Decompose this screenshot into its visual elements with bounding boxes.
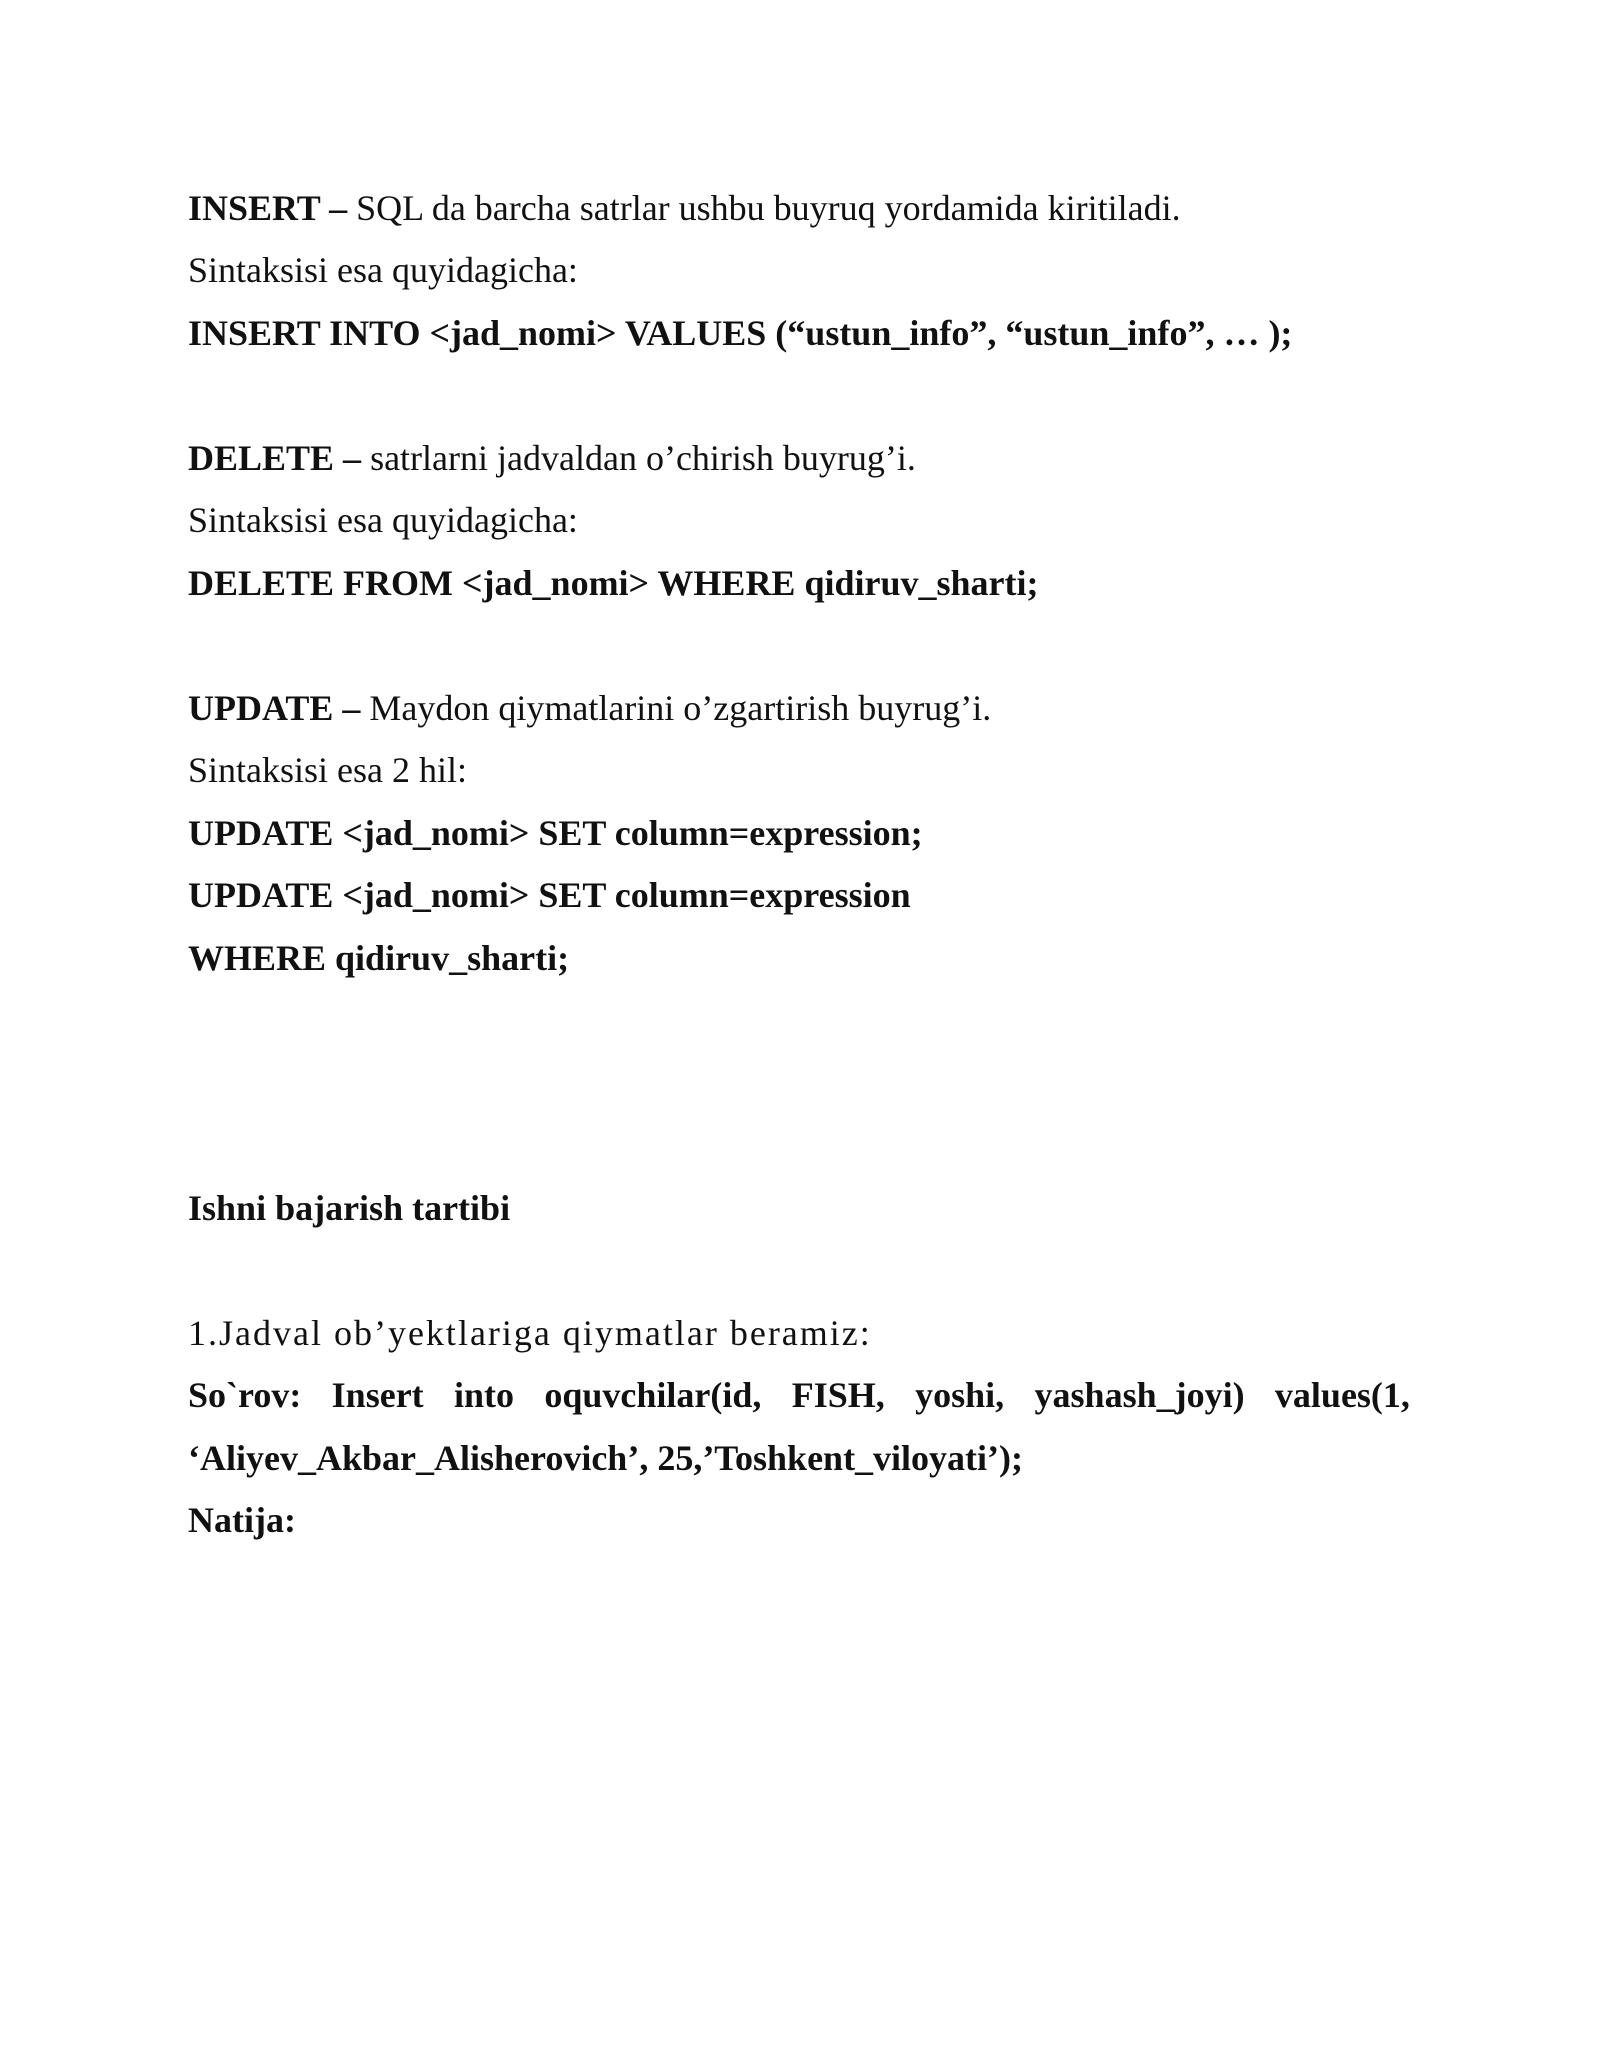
insert-definition bbox=[188, 186, 1181, 230]
insert-term: INSERT – bbox=[188, 188, 348, 228]
update-syntax-2: UPDATE <jad_nomi> SET column=expression bbox=[188, 875, 911, 915]
procedure-step-1: 1.Jadval ob’yektlariga qiymatlar beramiz: bbox=[188, 1313, 872, 1353]
query-word: yoshi, bbox=[915, 1375, 1005, 1415]
update-definition bbox=[188, 686, 991, 730]
insert-syntax: INSERT INTO <jad_nomi> VALUES (“ustun_info”, “ustun_info”, … ); bbox=[188, 313, 1293, 353]
update-syntax-1: UPDATE <jad_nomi> SET column=expression; bbox=[188, 813, 923, 853]
delete-term: DELETE – bbox=[188, 438, 362, 478]
procedure-heading: Ishni bajarish tartibi bbox=[188, 1188, 511, 1228]
query-line-2: ‘Aliyev_Akbar_Alisherovich’, 25,’Toshkent_viloyati’); bbox=[188, 1438, 1024, 1478]
delete-syntax-label: Sintaksisi esa quyidagicha: bbox=[188, 500, 578, 540]
result-label: Natija: bbox=[188, 1500, 296, 1540]
insert-syntax-label: Sintaksisi esa quyidagicha: bbox=[188, 250, 578, 290]
query-word: oquvchilar(id, bbox=[544, 1375, 762, 1415]
query-line-1 bbox=[188, 1373, 1410, 1417]
query-word: So`rov: bbox=[188, 1375, 302, 1415]
delete-description: satrlarni jadvaldan o’chirish buyrug’i. bbox=[361, 438, 916, 478]
update-term: UPDATE – bbox=[188, 688, 361, 728]
query-word: into bbox=[454, 1375, 515, 1415]
query-word: yashash_joyi) bbox=[1034, 1375, 1245, 1415]
delete-syntax: DELETE FROM <jad_nomi> WHERE qidiruv_sharti; bbox=[188, 563, 1039, 603]
query-word: Insert bbox=[331, 1375, 424, 1415]
query-word: values(1, bbox=[1274, 1375, 1410, 1415]
update-syntax-3: WHERE qidiruv_sharti; bbox=[188, 938, 570, 978]
update-description: Maydon qiymatlarini o’zgartirish buyrug’i. bbox=[360, 688, 992, 728]
query-word: FISH, bbox=[791, 1375, 885, 1415]
insert-description: SQL da barcha satrlar ushbu buyruq yordamida kiritiladi. bbox=[347, 188, 1181, 228]
delete-definition bbox=[188, 436, 916, 480]
update-syntax-label: Sintaksisi esa 2 hil: bbox=[188, 750, 467, 790]
